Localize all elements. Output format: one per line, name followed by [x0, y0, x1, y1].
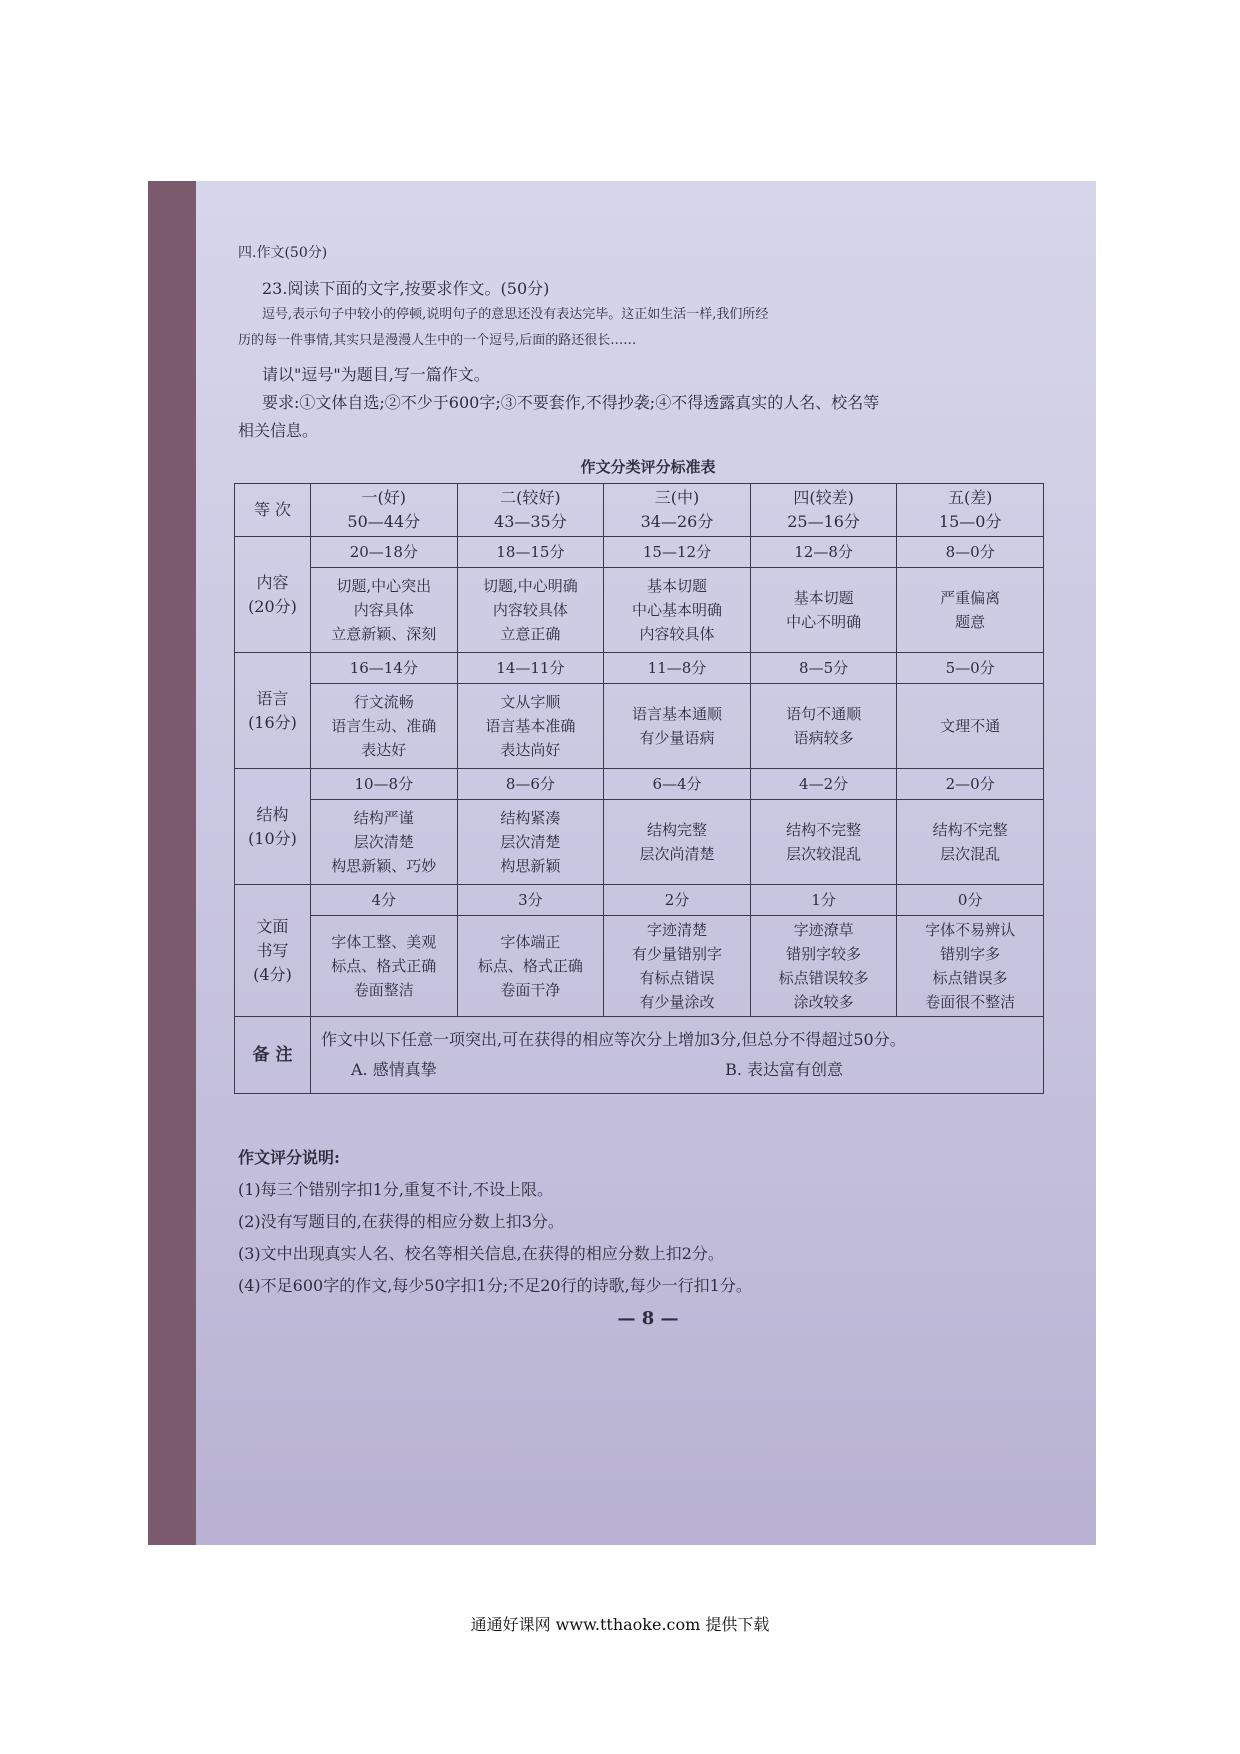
description-line: 有少量涂改: [639, 993, 715, 1011]
score-cell: 4分: [311, 885, 458, 916]
category-points: (4分): [253, 964, 292, 984]
score-cell: 8—0分: [897, 537, 1044, 568]
description-line: 标点、格式正确: [477, 957, 583, 975]
description-line: 有标点错误: [639, 969, 715, 987]
description-line: 内容较具体: [492, 601, 568, 619]
category-points: (10分): [248, 828, 297, 848]
note-option-a: A. 感情真挚: [351, 1060, 437, 1079]
exam-paper-sheet: [196, 181, 1096, 1545]
rubric-description-row: [235, 800, 1044, 885]
category-points: (20分): [248, 596, 297, 616]
description-line: 中心基本明确: [631, 601, 722, 619]
requirements-line-1: 要求:①文体自选;②不少于600字;③不要套作,不得抄袭;④不得透露真实的人名、校名等: [262, 393, 880, 412]
description-line: 中心不明确: [786, 613, 862, 631]
score-cell: 20—18分: [311, 537, 458, 568]
description-line: 涂改较多: [793, 993, 854, 1011]
score-cell: 2分: [604, 885, 751, 916]
score-cell: 6—4分: [604, 769, 751, 800]
score-cell: 3分: [457, 885, 604, 916]
table-title: 作文分类评分标准表: [580, 458, 716, 476]
description-line: 切题,中心明确: [483, 577, 578, 595]
band-name: 四(较差): [793, 488, 854, 507]
category-cell: [235, 885, 311, 1017]
category-name-line: 书写: [256, 940, 289, 960]
scoring-note-item: (3)文中出现真实人名、校名等相关信息,在获得的相应分数上扣2分。: [238, 1244, 724, 1263]
description-line: 层次混乱: [940, 845, 1001, 863]
score-cell: 0分: [897, 885, 1044, 916]
note-label: 备 注: [235, 1017, 311, 1094]
description-line: 错别字较多: [786, 945, 862, 963]
score-cell: 4—2分: [750, 769, 897, 800]
rubric-description-row: [235, 916, 1044, 1017]
band-name: 五(差): [947, 488, 993, 507]
band-name: 二(较好): [500, 488, 561, 507]
description-line: 标点错误多: [932, 969, 1008, 987]
description-line: 语言基本通顺: [631, 705, 722, 723]
description-line: 字体工整、美观: [331, 933, 437, 951]
description-line: 文从字顺: [500, 693, 561, 711]
description-line: 语言生动、准确: [331, 717, 437, 735]
description-line: 有少量错别字: [631, 945, 722, 963]
description-cell: [311, 568, 458, 653]
description-cell: [604, 568, 751, 653]
description-cell: [457, 800, 604, 885]
description-line: 内容较具体: [639, 625, 715, 643]
category-name-line: 文面: [256, 916, 289, 936]
description-cell: [311, 916, 458, 1017]
note-row: [235, 1017, 1044, 1094]
description-line: 字体不易辨认: [925, 921, 1016, 939]
category-points: (16分): [248, 712, 297, 732]
description-line: 标点、格式正确: [331, 957, 437, 975]
score-cell: 14—11分: [457, 653, 604, 684]
description-cell: [750, 916, 897, 1017]
description-cell: [897, 684, 1044, 769]
category-name: 语言: [256, 688, 289, 708]
description-line: 卷面干净: [500, 981, 561, 999]
description-cell: [897, 568, 1044, 653]
grade-label: 等 次: [235, 484, 311, 537]
band-header: [604, 484, 751, 537]
rubric-score-row: [235, 653, 1044, 684]
description-cell: [457, 568, 604, 653]
description-line: 错别字多: [940, 945, 1001, 963]
description-cell: [750, 684, 897, 769]
scoring-notes-heading: 作文评分说明:: [238, 1148, 340, 1167]
category-cell: [235, 769, 311, 885]
description-line: 字迹清楚: [646, 921, 707, 939]
note-option-b: B. 表达富有创意: [725, 1060, 843, 1079]
description-line: 切题,中心突出: [336, 577, 432, 595]
score-cell: 11—8分: [604, 653, 751, 684]
description-cell: [457, 684, 604, 769]
description-line: 卷面整洁: [353, 981, 414, 999]
rubric-table: [234, 483, 1044, 1094]
description-line: 行文流畅: [353, 693, 414, 711]
scoring-note-item: (4)不足600字的作文,每少50字扣1分;不足20行的诗歌,每少一行扣1分。: [238, 1276, 752, 1295]
passage-line-2: 历的每一件事情,其实只是漫漫人生中的一个逗号,后面的路还很长……: [238, 333, 637, 348]
essay-instruction: 请以"逗号"为题目,写一篇作文。: [262, 365, 490, 384]
score-cell: 8—6分: [457, 769, 604, 800]
description-line: 基本切题: [646, 577, 707, 595]
description-cell: [604, 800, 751, 885]
score-cell: 10—8分: [311, 769, 458, 800]
grade-header-row: [235, 484, 1044, 537]
rubric-description-row: [235, 568, 1044, 653]
note-options: [321, 1055, 1033, 1085]
score-cell: 15—12分: [604, 537, 751, 568]
description-line: 字迹潦草: [793, 921, 854, 939]
scoring-note-item: (1)每三个错别字扣1分,重复不计,不设上限。: [238, 1180, 554, 1199]
rubric-score-row: [235, 537, 1044, 568]
description-line: 表达尚好: [500, 741, 561, 759]
description-line: 构思新颖: [500, 857, 561, 875]
footer-credit: 通通好课网 www.tthaoke.com 提供下载: [470, 1615, 770, 1634]
rubric-description-row: [235, 684, 1044, 769]
description-line: 卷面很不整洁: [925, 993, 1016, 1011]
description-line: 层次尚清楚: [639, 845, 715, 863]
category-name: 内容: [256, 572, 289, 592]
page-number: — 8 —: [617, 1308, 679, 1329]
description-line: 结构完整: [646, 821, 707, 839]
band-header: [897, 484, 1044, 537]
description-cell: [750, 800, 897, 885]
description-line: 内容具体: [353, 601, 414, 619]
description-cell: [311, 800, 458, 885]
description-cell: [897, 800, 1044, 885]
description-cell: [457, 916, 604, 1017]
category-cell: [235, 537, 311, 653]
band-range: 15—0分: [938, 512, 1002, 531]
band-range: 43—35分: [494, 512, 567, 531]
score-cell: 18—15分: [457, 537, 604, 568]
description-line: 结构紧凑: [500, 809, 561, 827]
description-line: 文理不通: [940, 717, 1001, 735]
score-cell: 5—0分: [897, 653, 1044, 684]
passage-line-1: 逗号,表示句子中较小的停顿,说明句子的意思还没有表达完毕。这正如生活一样,我们所经: [262, 307, 769, 322]
band-header: [311, 484, 458, 537]
category-name: 结构: [256, 804, 289, 824]
requirements-line-2: 相关信息。: [238, 421, 319, 440]
score-cell: 2—0分: [897, 769, 1044, 800]
photo-background: [148, 181, 1096, 1545]
rubric-score-row: [235, 769, 1044, 800]
description-cell: [750, 568, 897, 653]
description-line: 语言基本准确: [485, 717, 576, 735]
score-cell: 16—14分: [311, 653, 458, 684]
score-cell: 12—8分: [750, 537, 897, 568]
rubric-note-body: [235, 1017, 1044, 1094]
scoring-notes: [238, 1142, 1058, 1302]
band-range: 25—16分: [787, 512, 860, 531]
scoring-note-item: (2)没有写题目的,在获得的相应分数上扣3分。: [238, 1212, 564, 1231]
band-range: 34—26分: [640, 512, 714, 531]
description-line: 结构不完整: [786, 821, 862, 839]
description-line: 层次清楚: [500, 833, 561, 851]
description-line: 层次较混乱: [786, 845, 862, 863]
band-name: 三(中): [654, 488, 700, 507]
description-cell: [604, 916, 751, 1017]
description-line: 语病较多: [793, 729, 854, 747]
description-line: 严重偏离: [940, 589, 1001, 607]
description-line: 基本切题: [793, 589, 854, 607]
description-line: 结构不完整: [932, 821, 1008, 839]
band-header: [457, 484, 604, 537]
description-cell: [897, 916, 1044, 1017]
band-name: 一(好): [361, 488, 407, 507]
description-line: 立意新颖、深刻: [331, 625, 437, 643]
band-range: 50—44分: [347, 512, 421, 531]
description-cell: [311, 684, 458, 769]
note-text: 作文中以下任意一项突出,可在获得的相应等次分上增加3分,但总分不得超过50分。: [321, 1030, 906, 1049]
description-cell: [604, 684, 751, 769]
description-line: 语句不通顺: [786, 705, 862, 723]
description-line: 表达好: [361, 741, 407, 759]
description-line: 标点错误较多: [778, 969, 869, 987]
description-line: 层次清楚: [353, 833, 414, 851]
band-header: [750, 484, 897, 537]
score-cell: 8—5分: [750, 653, 897, 684]
note-cell: [311, 1017, 1044, 1094]
description-line: 构思新颖、巧妙: [331, 857, 437, 875]
description-line: 题意: [955, 613, 986, 631]
question-prompt: 23.阅读下面的文字,按要求作文。(50分): [262, 279, 550, 298]
category-cell: [235, 653, 311, 769]
rubric-score-row: [235, 885, 1044, 916]
description-line: 结构严谨: [353, 809, 414, 827]
score-cell: 1分: [750, 885, 897, 916]
exam-content: [238, 236, 1058, 1329]
rubric-table-body: [235, 484, 1044, 1017]
section-title: 四.作文(50分): [238, 245, 328, 261]
description-line: 有少量语病: [639, 729, 715, 747]
description-line: 字体端正: [500, 933, 561, 951]
description-line: 立意正确: [500, 625, 561, 643]
